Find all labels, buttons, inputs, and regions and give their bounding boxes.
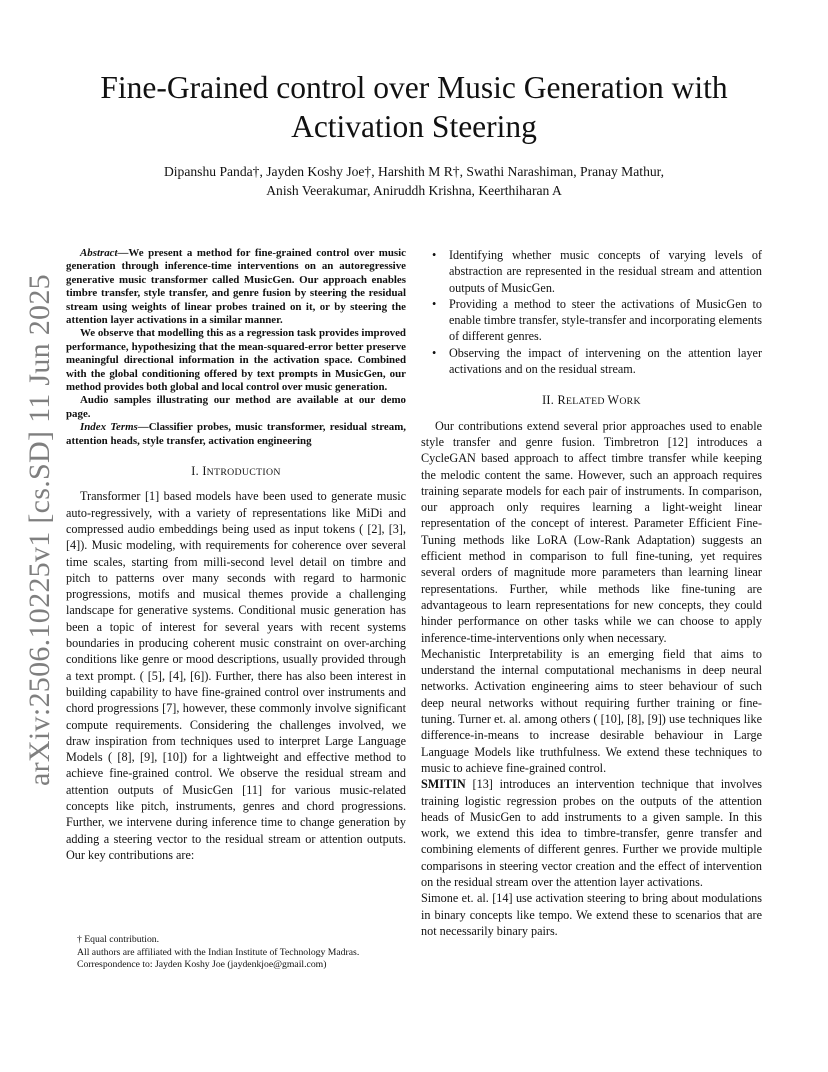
- authors-line-1: Dipanshu Panda†, Jayden Koshy Joe†, Harshith M R†, Swathi Narashiman, Pranay Mathur,: [163, 164, 665, 179]
- abstract-paragraph-3: Audio samples illustrating our method are available at our demo page.: [66, 394, 406, 420]
- index-terms-text: —Classifier probes, music transformer, residual stream, attention heads, style transfer, activation engineering: [66, 421, 406, 447]
- related-work-paragraph-4: Simone et. al. [14] use activation steering to bring about modulations in binary concepts like tempo. We extend these to scenarios that are not necessarily binary pairs.: [421, 891, 762, 938]
- contribution-list: [421, 247, 762, 377]
- abstract-label: Abstract: [80, 247, 118, 259]
- footnotes: [77, 934, 407, 972]
- list-item: • Providing a method to steer the activations of MusicGen to enable timbre transfer, style-transfer and incorporating elements of different genres.: [432, 296, 762, 344]
- footnote-equal-contribution: † Equal contribution.: [77, 934, 160, 945]
- bullet-icon: •: [432, 248, 437, 262]
- arxiv-identifier: arXiv:2506.10225v1 [cs.SD] 11 Jun 2025: [23, 274, 56, 786]
- title-line-2: Activation Steering: [291, 109, 537, 144]
- bullet-icon: •: [432, 345, 437, 360]
- smitin-name: SMITIN: [421, 777, 466, 792]
- abstract-text-1: —We present a method for fine-grained control over music generation through inference-time interventions on an autoregressive generative music transformer called MusicGen. Our approach enables timbre transfer, style transfer, and genre fusion by steering the residual stream using weights of linear probes trained on it, or by steering the attention layer activations in a similar manner.: [66, 247, 406, 327]
- abstract-paragraph-2: We observe that modelling this as a regression task provides improved performance, hypothesizing that the mean-squared-error better preserve meaningful directional information in the activation space. Combined with the global conditioning offered by text prompts in MusicGen, our method provides both global and local control over music generation.: [66, 327, 406, 394]
- abstract: [66, 247, 406, 448]
- introduction-paragraph: Transformer [1] based models have been used to generate music auto-regressively, with a variety of representations like MiDi and compressed audio embeddings being used as input tokens ( [2], [3], [4]). Music modeling, with requirements for coherence over several time scales, starting from milli-second level detail on timbre and pitch to patterns over many seconds with regard to harmonic progressions, motifs and musical themes provide a challenging landscape for generative systems. Conditional music generation has been a topic of interest for several years with recent systems boundaries in producing coherent music constraint on over-arching conditions like genre or mood descriptions, usually provided through a text prompt. ( [5], [4], [6]). Further, there has also been interest in building capability to have fine-grained control over instruments and chord progressions [7], however, these commonly involve significant compute requirements. Considering the challenges involved, we draw inspiration from techniques used to interpret Large Language Models ( [8], [9], [10]) for a lightweight and effective method to achieve fine-grained control. We observe the residual stream and attention outputs of MusicGen [11] for various music-related concepts like pitch, instruments, genres and chord progressions. Further, we intervene during inference time to change generation by adding a steering vector to the residual stream or attention outputs. Our key contributions are:: [66, 489, 406, 862]
- authors-line-2: Anish Veerakumar, Aniruddh Krishna, Keerthiharan A: [266, 183, 562, 198]
- related-work-paragraph-3: SMITIN [13] introduces an intervention technique that involves training logistic regression probes on the outputs of the attention heads of MusicGen to add instruments to a given sample. In this work, we extend this idea to timbre-transfer, genre transfer and combining elements of different genres. Further we provide multiple comparisons in steering vector creation and the effect of intervention on the residual stream over the attention layer activations.: [421, 777, 762, 889]
- related-work-heading: II. RELATED WORK: [542, 393, 641, 408]
- related-work-paragraph-2: Mechanistic Interpretability is an emerging field that aims to understand the internal computational mechanisms in deep neural networks. Activation engineering aims to steer behaviour of such deep neural networks without requiring further training or fine-tuning. Turner et. al. among others ( [10], [8], [9]) use techniques like difference-in-means to increase desirable behaviour in Large Language Models like truthfulness. We extend these techniques to music to achieve fine-grained control.: [421, 646, 762, 775]
- list-item: • Identifying whether music concepts of varying levels of abstraction are represented in the residual stream and attention outputs of MusicGen.: [432, 248, 762, 295]
- left-column: [66, 247, 406, 863]
- arxiv-watermark: [22, 274, 58, 786]
- bullet-icon: •: [432, 296, 437, 311]
- title-line-1: Fine-Grained control over Music Generation with: [100, 70, 728, 105]
- paper-title: [60, 68, 768, 146]
- author-list: [70, 162, 758, 200]
- index-terms-label: Index Terms: [80, 421, 138, 434]
- footnote-correspondence: Correspondence to: Jayden Koshy Joe (jaydenkjoe@gmail.com): [77, 959, 327, 970]
- right-column: [421, 247, 762, 939]
- index-terms: [66, 421, 406, 448]
- footnote-affiliation: All authors are affiliated with the Indian Institute of Technology Madras.: [77, 946, 360, 958]
- introduction-heading: I. INTRODUCTION: [191, 464, 281, 479]
- list-item: • Observing the impact of intervening on the attention layer activations and on the residual stream.: [432, 345, 762, 377]
- related-work-paragraph-1: Our contributions extend several prior approaches used to enable style transfer and genre fusion. Timbretron [12] introduces a CycleGAN based approach to affect timbre transfer while keeping the melodic content the same. However, such an approach requires training separate models for each pair of instruments. In comparison, our approach only requires learning a light-weight linear representation of the concept of interest. Parameter Efficient Fine-Tuning methods like LoRA (Low-Rank Adaptation) suggests an efficient method in comparison to full fine-tuning, yet requires several orders of magnitude more parameters than learning linear representations. Further, while methods like fine-tuning are advantageous to learn representations for new concepts, they could hinder performance on other tasks while we can choose to apply inference-time-interventions only when necessary.: [421, 418, 762, 645]
- abstract-paragraph-1: [66, 247, 406, 327]
